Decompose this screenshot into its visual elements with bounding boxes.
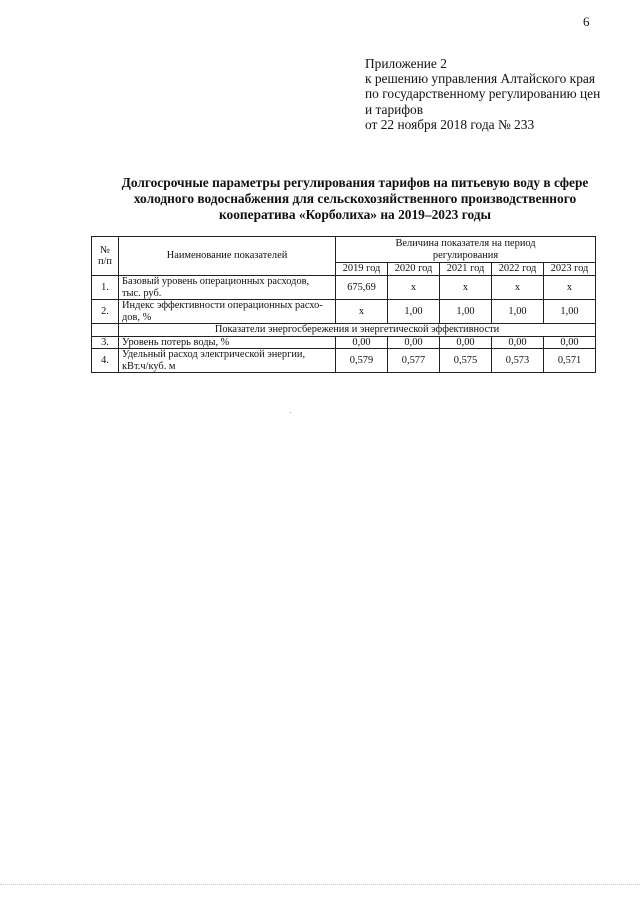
page-number: 6 xyxy=(583,14,590,29)
row-value: x xyxy=(336,300,388,324)
header-num-symbol: № п/п xyxy=(97,244,112,267)
row-value: 0,579 xyxy=(336,349,388,373)
row-name: Базовый уровень операционных расходов, тыс. руб. xyxy=(119,276,336,300)
row-name: Уровень потерь воды, % xyxy=(119,336,336,349)
row-value: 0,00 xyxy=(388,336,440,349)
parameters-table xyxy=(91,236,596,373)
row-value: x xyxy=(492,276,544,300)
row-value: 0,577 xyxy=(388,349,440,373)
header-period xyxy=(336,237,596,263)
row-value: 1,00 xyxy=(388,300,440,324)
title-line: холодного водоснабжения для сельскохозяйственного производственного xyxy=(133,191,577,206)
header-year: 2023 год xyxy=(544,263,596,276)
row-value: 0,00 xyxy=(336,336,388,349)
table-row xyxy=(92,300,596,324)
appendix-line: по государственному регулированию цен xyxy=(365,86,601,102)
row-value: x xyxy=(544,276,596,300)
row-value: 0,575 xyxy=(440,349,492,373)
header-year: 2021 год xyxy=(440,263,492,276)
row-value: 1,00 xyxy=(492,300,544,324)
title-line: кооператива «Корболиха» на 2019–2023 годы xyxy=(218,207,491,222)
row-name: Удельный расход электрической энергии, кВт.ч/куб. м xyxy=(119,349,336,373)
appendix-line: от 22 ноября 2018 года № 233 xyxy=(365,116,535,132)
row-number: 1. xyxy=(92,276,119,300)
row-value: 0,00 xyxy=(544,336,596,349)
document-title xyxy=(110,175,600,223)
appendix-block xyxy=(365,56,600,132)
row-value: x xyxy=(388,276,440,300)
header-year: 2022 год xyxy=(492,263,544,276)
row-name: Индекс эффективности операционных расхо- дов, % xyxy=(119,300,336,324)
header-period-text: Величина показателя на период регулирования xyxy=(395,238,536,261)
header-name: Наименование показателей xyxy=(119,237,336,276)
section-title: Показатели энергосбережения и энергетической эффективности xyxy=(119,324,596,337)
row-value: 0,00 xyxy=(440,336,492,349)
row-value: 675,69 xyxy=(336,276,388,300)
appendix-line: Приложение 2 xyxy=(365,56,447,71)
row-value: 0,573 xyxy=(492,349,544,373)
header-num xyxy=(92,237,119,276)
row-number: 2. xyxy=(92,300,119,324)
row-value: 0,00 xyxy=(492,336,544,349)
scan-speck xyxy=(290,412,291,413)
header-year: 2020 год xyxy=(388,263,440,276)
row-value: 0,571 xyxy=(544,349,596,373)
appendix-line: к решению управления Алтайского края xyxy=(365,71,595,87)
row-value: 1,00 xyxy=(440,300,492,324)
table-row xyxy=(92,336,596,349)
table-row xyxy=(92,349,596,373)
row-number: 3. xyxy=(92,336,119,349)
row-value: x xyxy=(440,276,492,300)
header-year: 2019 год xyxy=(336,263,388,276)
scan-edge-line xyxy=(0,884,640,885)
row-value: 1,00 xyxy=(544,300,596,324)
row-number: 4. xyxy=(92,349,119,373)
section-row xyxy=(92,324,596,337)
appendix-line: и тарифов xyxy=(365,101,424,117)
table-row xyxy=(92,276,596,300)
title-line: Долгосрочные параметры регулирования тарифов на питьевую воду в сфере xyxy=(121,175,589,190)
section-spacer xyxy=(92,324,119,337)
